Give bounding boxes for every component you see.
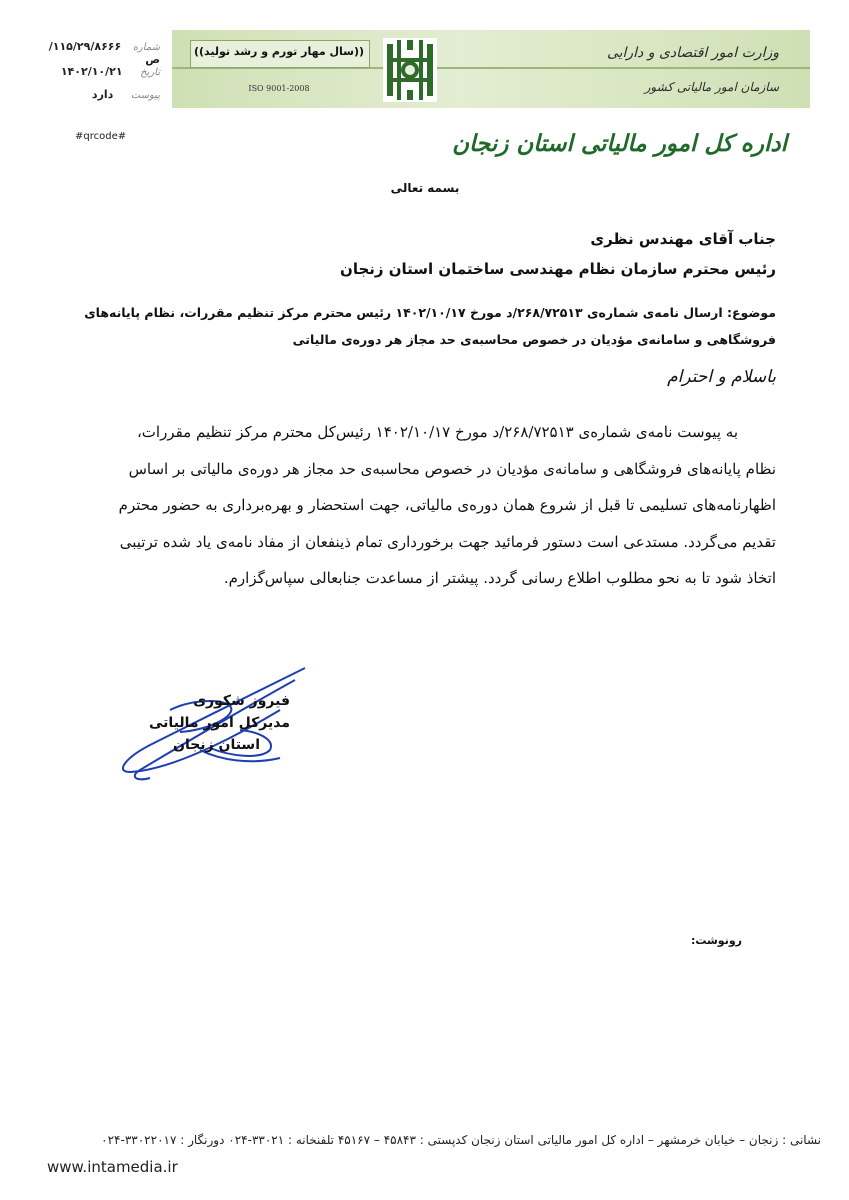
body-line: اتخاذ شود تا به نحو مطلوب اطلاع رسانی گردد. پیشتر از مساعدت جنابعالی سپاس‌گزارم. bbox=[223, 569, 776, 587]
number-value: ۱۱۵/۲۹/۸۶۶۶/ص bbox=[48, 40, 160, 66]
cc-label: رونوشت: bbox=[690, 934, 742, 947]
letter-number-row bbox=[40, 40, 160, 66]
ministry-name: وزارت امور اقتصادی و دارایی bbox=[606, 45, 779, 61]
letter-attachment-row bbox=[40, 88, 160, 101]
date-value: ۱۴۰۲/۱۰/۲۱ bbox=[60, 65, 123, 78]
letter-body bbox=[76, 414, 776, 597]
recipient-title: رئیس محترم سازمان نظام مهندسی ساختمان استان زنجان bbox=[340, 260, 776, 278]
date-label: تاریخ bbox=[140, 67, 160, 78]
body-line: اظهارنامه‌های تسلیمی تا قبل از شروع همان دوره‌ی مالیاتی، جهت استحضار و بهره‌برداری به حضور محترم bbox=[118, 496, 776, 514]
number-label: شماره bbox=[132, 42, 160, 53]
letter-date-row bbox=[40, 65, 160, 78]
office-title: اداره کل امور مالیاتی استان زنجان bbox=[452, 130, 787, 157]
body-line: نظام پایانه‌های فروشگاهی و سامانه‌ی مؤدیان در خصوص محاسبه‌ی حد مجاز هر دوره‌ی مالیاتی بر اساس bbox=[128, 459, 776, 478]
footer-address: نشانی : زنجان – خیابان خرمشهر – اداره کل امور مالیاتی استان زنجان کدپستی : ۴۵۸۴۳ – ۴۵۱۶۷ تلفنخانه : ۳۳۰۲۱-۰۲۴ دورنگار : ۳۳۰۲۲۰۱۷-۰۲۴ bbox=[101, 1133, 821, 1147]
body-line: به پیوست نامه‌ی شماره‌ی ۲۶۸/۷۲۵۱۳/د مورخ ۱۴۰۲/۱۰/۱۷ رئیس‌کل محترم مرکز تنظیم مقررات، bbox=[136, 423, 738, 441]
iso-label: ISO 9001-2008 bbox=[248, 84, 310, 93]
subject-line-1: موضوع: ارسال نامه‌ی شماره‌ی ۲۶۸/۷۲۵۱۳/د مورخ ۱۴۰۲/۱۰/۱۷ رئیس محترم مرکز تنظیم مقررات، نظام پایانه‌های bbox=[84, 305, 776, 320]
recipient-name: جناب آقای مهندس نظری bbox=[590, 230, 776, 248]
greeting: باسلام و احترام bbox=[667, 367, 776, 387]
basmala: بسمه تعالی bbox=[390, 181, 460, 195]
qrcode-placeholder: #qrcode# bbox=[75, 131, 127, 142]
signature-name: فیروز شکوری bbox=[193, 693, 290, 709]
slogan-text: ((سال مهار تورم و رشد تولید)) bbox=[193, 45, 365, 58]
signature-province: استان زنجان bbox=[173, 737, 260, 753]
attachment-value: دارد bbox=[91, 88, 114, 101]
footer-website: www.intamedia.ir bbox=[47, 1158, 178, 1176]
signature-title: مدیرکل امور مالیاتی bbox=[149, 715, 290, 731]
attachment-label: پیوست bbox=[130, 90, 160, 101]
subject-line-2: فروشگاهی و سامانه‌ی مؤدیان در خصوص محاسبه‌ی حد مجاز هر دوره‌ی مالیاتی bbox=[292, 332, 776, 347]
organization-name: سازمان امور مالیاتی کشور bbox=[644, 80, 779, 94]
tax-organization-emblem-icon bbox=[383, 38, 437, 102]
body-line: تقدیم می‌گردد. مستدعی است دستور فرمائید جهت برخورداری تمام ذینفعان از مفاد نامه‌ی یاد شده ترتیبی bbox=[119, 532, 776, 551]
